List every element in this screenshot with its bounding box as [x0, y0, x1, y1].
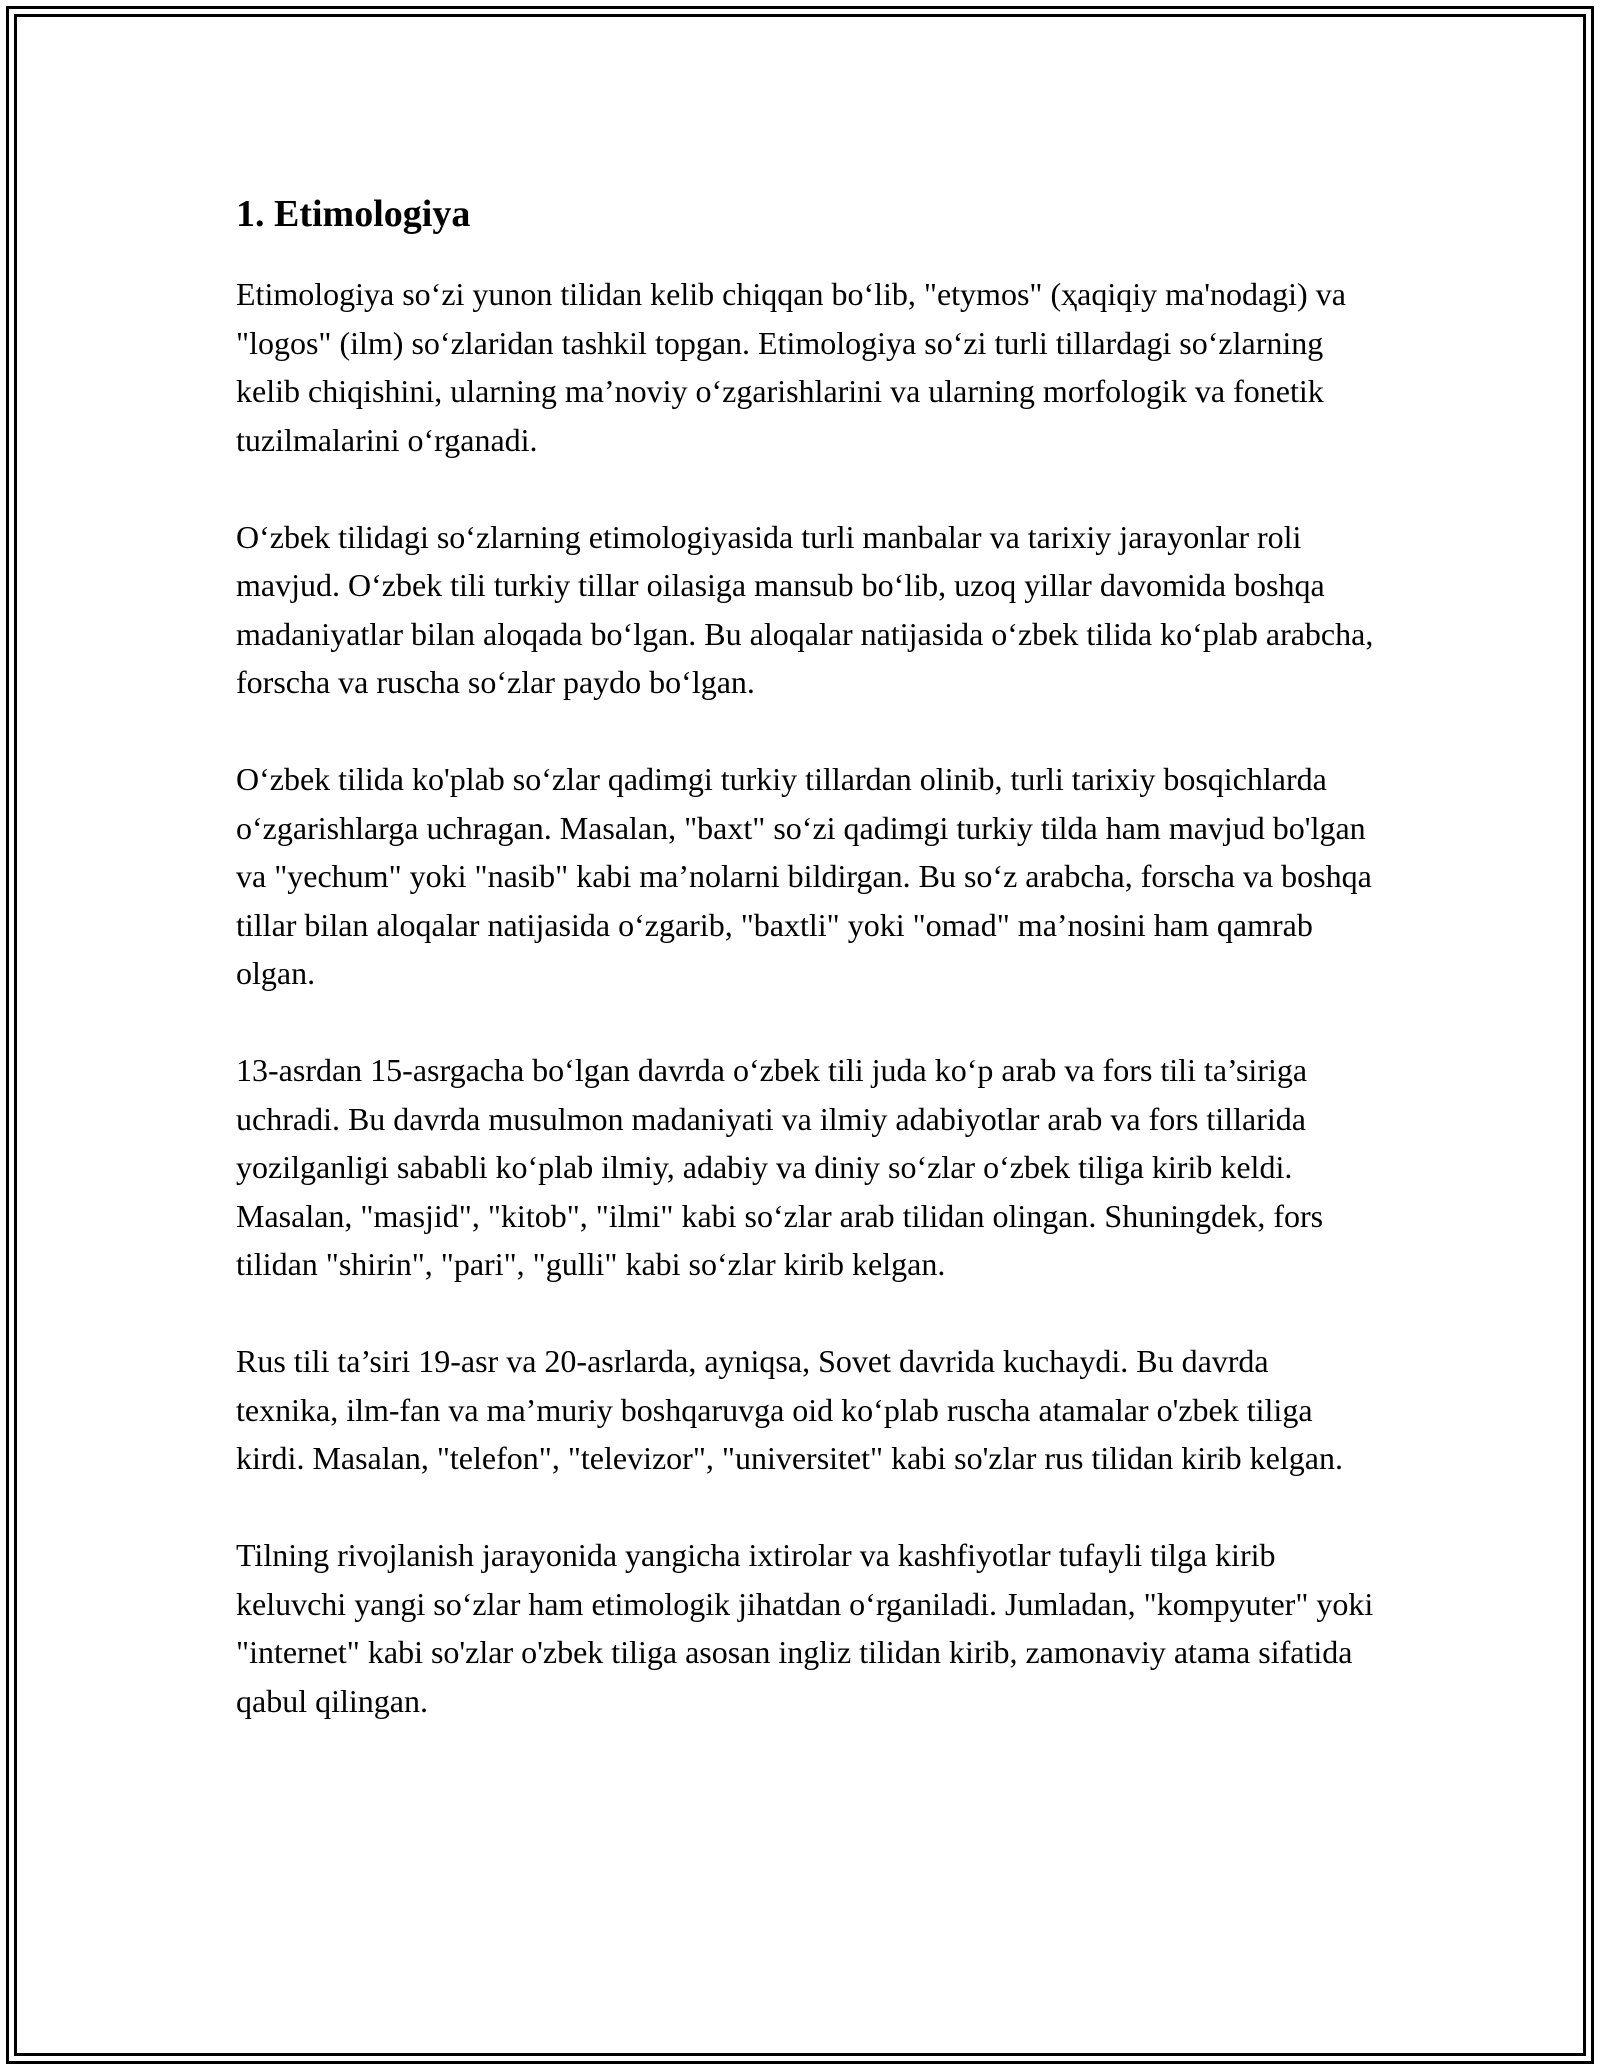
paragraph-3: O‘zbek tilida ko'plab so‘zlar qadimgi turkiy tillardan olinib, turli tarixiy bosqichlarda o‘zgarishlarga uchragan. Masalan, "baxt" so‘zi qadimgi turkiy tilda ham mavjud bo'lgan va "yechum" yoki "nasib" kabi ma’nolarni bildirgan. Bu so‘z arabcha, forscha va boshqa tillar bilan aloqalar natijasida o‘zgarib, "baxtli" yoki "omad" ma’nosini ham qamrab olgan. — [236, 761, 1372, 991]
section-heading: 1. Etimologiya — [236, 193, 471, 235]
paragraph-4: 13-asrdan 15-asrgacha bo‘lgan davrda o‘zbek tili juda ko‘p arab va fors tili ta’siriga uchradi. Bu davrda musulmon madaniyati va ilmiy adabiyotlar arab va fors tillarida yozilganligi sababli ko‘plab ilmiy, adabiy va diniy so‘zlar o‘zbek tiliga kirib keldi. Masalan, "masjid", "kitob", "ilmi" kabi so‘zlar arab tilidan olingan. Shuningdek, fors tilidan "shirin", "pari", "gulli" kabi so‘zlar kirib kelgan. — [236, 1052, 1324, 1282]
paragraph-6: Tilning rivojlanish jarayonida yangicha ixtirolar va kashfiyotlar tufayli tilga kirib keluvchi yangi so‘zlar ham etimologik jihatdan o‘rganiladi. Jumladan, "kompyuter" yoki "internet" kabi so'zlar o'zbek tiliga asosan ingliz tilidan kirib, zamonaviy atama sifatida qabul qilingan. — [236, 1537, 1374, 1719]
document-body — [236, 188, 1376, 1725]
paragraph-5: Rus tili ta’siri 19-asr va 20-asrlarda, ayniqsa, Sovet davrida kuchaydi. Bu davrda texnika, ilm-fan va ma’muriy boshqaruvga oid ko‘plab ruscha atamalar o'zbek tiliga kirdi. Masalan, "telefon", "televizor", "universitet" kabi so'zlar rus tilidan kirib kelgan. — [236, 1343, 1343, 1476]
paragraph-1: Etimologiya so‘zi yunon tilidan kelib chiqqan bo‘lib, "etymos" (ҳaqiqiy ma'nodagi) va "logos" (ilm) so‘zlaridan tashkil topgan. Etimologiya so‘zi turli tillardagi so‘zlarning kelib chiqishini, ularning ma’noviy o‘zgarishlarini va ularning morfologik va fonetik tuzilmalarini o‘rganadi. — [236, 276, 1346, 458]
paragraph-2: O‘zbek tilidagi so‘zlarning etimologiyasida turli manbalar va tarixiy jarayonlar roli mavjud. O‘zbek tili turkiy tillar oilasiga mansub bo‘lib, uzoq yillar davomida boshqa madaniyatlar bilan aloqada bo‘lgan. Bu aloqalar natijasida o‘zbek tilida ko‘plab arabcha, forscha va ruscha so‘zlar paydo bo‘lgan. — [236, 518, 1374, 700]
